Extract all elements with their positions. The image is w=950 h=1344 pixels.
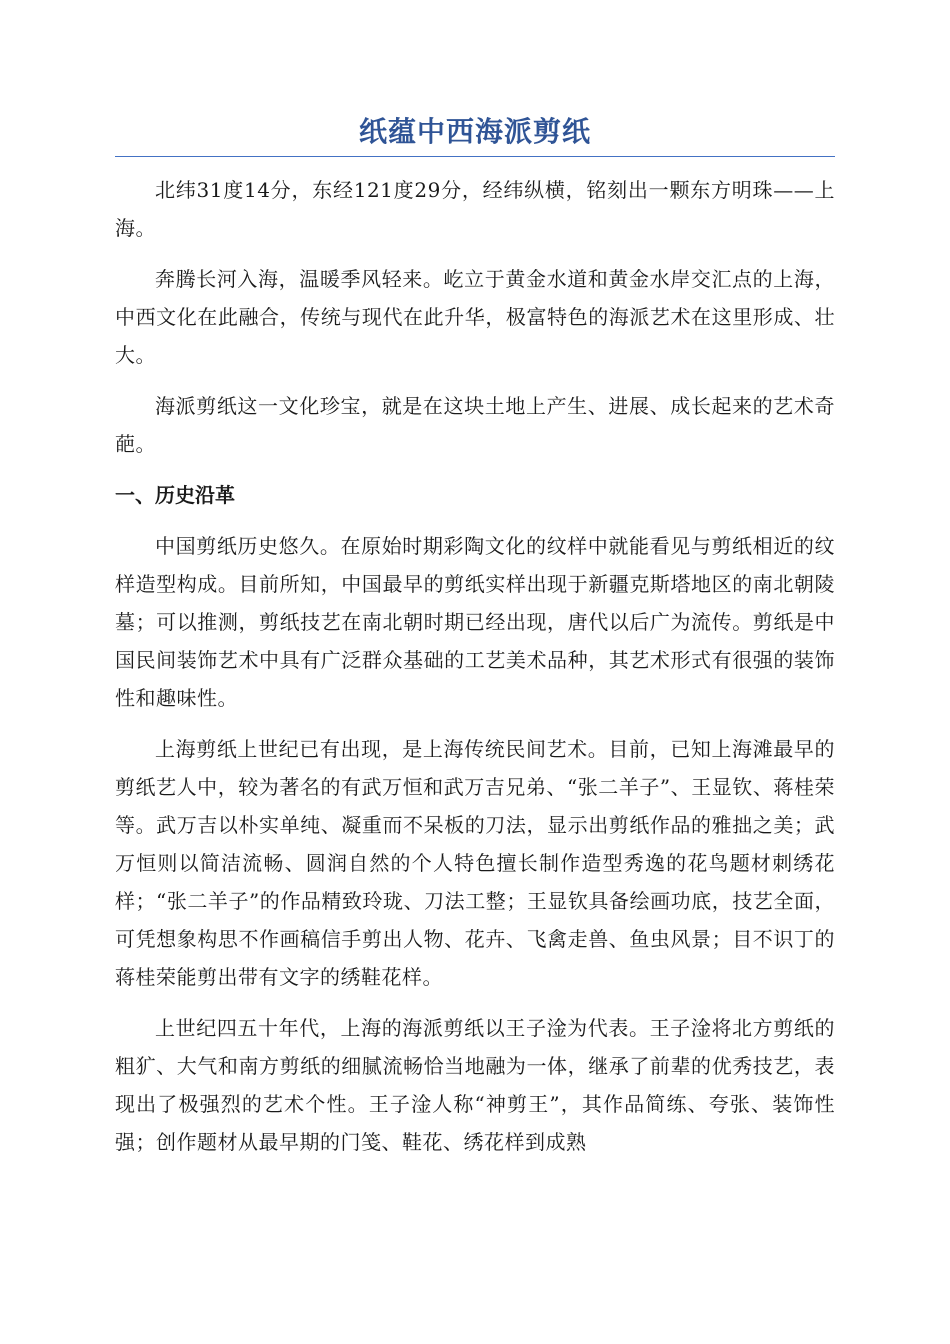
document-page	[115, 112, 835, 1161]
document-title: 纸蕴中西海派剪纸	[115, 112, 835, 157]
intro-paragraph-1: 北纬31度14分，东经121度29分，经纬纵横，铭刻出一颗东方明珠——上海。	[115, 178, 835, 240]
section-heading-history: 一、历史沿革	[115, 483, 235, 507]
history-paragraph-3: 上世纪四五十年代，上海的海派剪纸以王子淦为代表。王子淦将北方剪纸的粗犷、大气和南方剪纸的细腻流畅恰当地融为一体，继承了前辈的优秀技艺，表现出了极强烈的艺术个性。王子淦人称“神剪王”，其作品简练、夸张、装饰性强；创作题材从最早期的门笺、鞋花、绣花样到成熟	[115, 1016, 835, 1154]
history-paragraph-2: 上海剪纸上世纪已有出现，是上海传统民间艺术。目前，已知上海滩最早的剪纸艺人中，较为著名的有武万恒和武万吉兄弟、“张二羊子”、王显钦、蒋桂荣等。武万吉以朴实单纯、凝重而不呆板的刀法，显示出剪纸作品的雅拙之美；武万恒则以简洁流畅、圆润自然的个人特色擅长制作造型秀逸的花鸟题材刺绣花样；“张二羊子”的作品精致玲珑、刀法工整；王显钦具备绘画功底，技艺全面，可凭想象构思不作画稿信手剪出人物、花卉、飞禽走兽、鱼虫风景；目不识丁的蒋桂荣能剪出带有文字的绣鞋花样。	[115, 737, 835, 989]
intro-paragraph-2: 奔腾长河入海，温暖季风轻来。屹立于黄金水道和黄金水岸交汇点的上海，中西文化在此融合，传统与现代在此升华，极富特色的海派艺术在这里形成、壮大。	[115, 267, 835, 367]
history-paragraph-1: 中国剪纸历史悠久。在原始时期彩陶文化的纹样中就能看见与剪纸相近的纹样造型构成。目前所知，中国最早的剪纸实样出现于新疆克斯塔地区的南北朝陵墓；可以推测，剪纸技艺在南北朝时期已经出现，唐代以后广为流传。剪纸是中国民间装饰艺术中具有广泛群众基础的工艺美术品种，其艺术形式有很强的装饰性和趣味性。	[115, 534, 835, 710]
intro-paragraph-3: 海派剪纸这一文化珍宝，就是在这块土地上产生、进展、成长起来的艺术奇葩。	[115, 394, 835, 456]
